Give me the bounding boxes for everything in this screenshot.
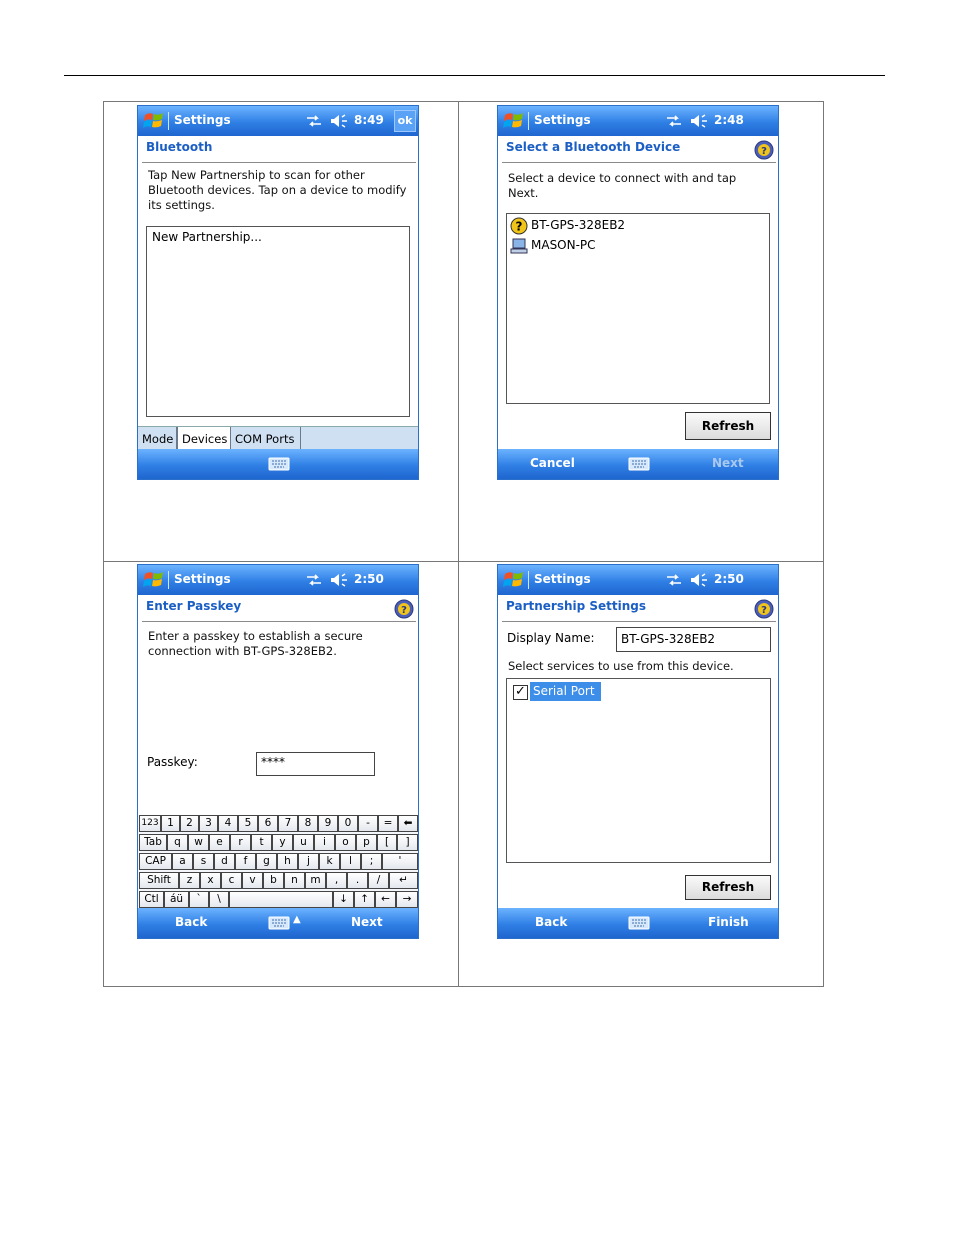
back-softkey[interactable]: Back: [175, 915, 208, 929]
services-instructions: Select services to use from this device.: [508, 659, 734, 673]
passkey-label: Passkey:: [147, 755, 198, 769]
key-p[interactable]: p: [356, 834, 377, 851]
arrow-right-key[interactable]: →: [396, 891, 418, 908]
clock-time[interactable]: 2:48: [714, 113, 744, 127]
title-text: Settings: [174, 113, 231, 127]
instructions-text: Select a device to connect with and tap Next.: [508, 171, 737, 200]
key-z[interactable]: z: [179, 872, 200, 889]
key-123[interactable]: 123: [139, 815, 161, 832]
heading-divider: [502, 621, 776, 622]
partnership-list[interactable]: [146, 226, 410, 417]
select-device-screen: [497, 105, 779, 480]
ok-button[interactable]: ok: [394, 110, 416, 132]
key-comma[interactable]: ,: [326, 872, 347, 889]
grid-horizontal-divider: [103, 561, 824, 562]
instructions-text: Enter a passkey to establish a secure connection with BT-GPS-328EB2.: [148, 629, 363, 658]
ctrl-key[interactable]: Ctl: [139, 891, 164, 908]
key-r[interactable]: r: [230, 834, 251, 851]
key-right-bracket[interactable]: ]: [397, 834, 418, 851]
key-2[interactable]: 2: [180, 815, 199, 832]
key-n[interactable]: n: [284, 872, 305, 889]
space-key[interactable]: [229, 891, 333, 908]
key-backtick[interactable]: `: [189, 891, 209, 908]
connectivity-icon[interactable]: [666, 573, 682, 587]
key-w[interactable]: w: [188, 834, 209, 851]
connectivity-icon[interactable]: [306, 573, 322, 587]
keyboard-icon[interactable]: [268, 916, 290, 930]
tab-mode[interactable]: Mode: [138, 427, 177, 451]
key-apostrophe[interactable]: ': [382, 853, 418, 870]
input-panel-arrow-icon[interactable]: ▲: [293, 914, 301, 925]
key-equals[interactable]: =: [378, 815, 398, 832]
shift-key[interactable]: Shift: [139, 872, 179, 889]
softkey-bar: [498, 449, 778, 479]
title-text: Settings: [174, 572, 231, 586]
heading-divider: [142, 162, 416, 163]
title-text: Settings: [534, 572, 591, 586]
key-9[interactable]: 9: [318, 815, 338, 832]
key-x[interactable]: x: [200, 872, 221, 889]
key-o[interactable]: o: [335, 834, 356, 851]
heading-divider: [502, 162, 776, 163]
key-q[interactable]: q: [167, 834, 188, 851]
enter-key[interactable]: ↵: [389, 872, 418, 889]
title-bar: [498, 565, 778, 595]
title-bar: [498, 106, 778, 136]
next-softkey[interactable]: Next: [351, 915, 383, 929]
key-6[interactable]: 6: [258, 815, 278, 832]
tab-com-ports[interactable]: COM Ports: [231, 427, 301, 451]
windows-logo-icon[interactable]: [503, 570, 525, 590]
backspace-key[interactable]: ⬅: [398, 815, 418, 832]
keyboard-icon[interactable]: [268, 457, 290, 471]
refresh-button[interactable]: Refresh: [685, 875, 771, 900]
windows-logo-icon[interactable]: [503, 111, 525, 131]
key-s[interactable]: s: [193, 853, 214, 870]
serial-port-checkbox[interactable]: ✓: [513, 685, 528, 700]
key-u[interactable]: u: [293, 834, 314, 851]
key-c[interactable]: c: [221, 872, 242, 889]
arrow-down-key[interactable]: ↓: [333, 891, 354, 908]
back-softkey[interactable]: Back: [535, 915, 568, 929]
page-heading: Bluetooth: [146, 140, 213, 154]
key-minus[interactable]: -: [358, 815, 378, 832]
page-top-rule: [64, 75, 885, 76]
partnership-settings-screen: [497, 564, 779, 939]
bluetooth-settings-screen: [137, 105, 419, 480]
keyboard-icon[interactable]: [628, 916, 650, 930]
keyboard-icon[interactable]: [628, 457, 650, 471]
device-name: BT-GPS-328EB2: [531, 218, 626, 232]
key-t[interactable]: t: [251, 834, 272, 851]
speaker-icon[interactable]: [690, 114, 708, 128]
help-icon[interactable]: [754, 140, 774, 160]
softkey-bar: [138, 449, 418, 479]
key-h[interactable]: h: [277, 853, 298, 870]
service-item-serial-port[interactable]: Serial Port: [530, 682, 601, 701]
display-name-field[interactable]: BT-GPS-328EB2: [616, 627, 771, 652]
page-heading: Partnership Settings: [506, 599, 647, 613]
key-8[interactable]: 8: [298, 815, 318, 832]
key-5[interactable]: 5: [238, 815, 258, 832]
soft-keyboard: [138, 815, 418, 909]
heading-divider: [142, 621, 416, 622]
key-semicolon[interactable]: ;: [361, 853, 382, 870]
key-period[interactable]: .: [347, 872, 368, 889]
cancel-softkey[interactable]: Cancel: [530, 456, 575, 470]
softkey-bar: [498, 908, 778, 938]
page-heading: Enter Passkey: [146, 599, 242, 613]
international-key[interactable]: áü: [164, 891, 189, 908]
grid-vertical-divider: [458, 101, 459, 987]
computer-icon: [510, 237, 528, 255]
key-l[interactable]: l: [340, 853, 361, 870]
key-4[interactable]: 4: [218, 815, 238, 832]
arrow-left-key[interactable]: ←: [375, 891, 396, 908]
windows-logo-icon[interactable]: [143, 570, 165, 590]
key-3[interactable]: 3: [199, 815, 218, 832]
windows-logo-icon[interactable]: [143, 111, 165, 131]
key-m[interactable]: m: [305, 872, 326, 889]
title-bar: [138, 106, 418, 136]
key-j[interactable]: j: [298, 853, 319, 870]
refresh-button[interactable]: Refresh: [685, 412, 771, 440]
passkey-field[interactable]: ****: [256, 752, 375, 776]
key-backslash[interactable]: \: [209, 891, 229, 908]
key-left-bracket[interactable]: [: [377, 834, 397, 851]
connectivity-icon[interactable]: [666, 114, 682, 128]
key-g[interactable]: g: [256, 853, 277, 870]
device-name: MASON-PC: [531, 238, 596, 252]
connectivity-icon[interactable]: [306, 114, 322, 128]
help-icon[interactable]: [394, 599, 414, 619]
title-text: Settings: [534, 113, 591, 127]
instructions-text: Tap New Partnership to scan for other Bluetooth devices. Tap on a device to modify its settings.: [148, 168, 407, 212]
key-k[interactable]: k: [319, 853, 340, 870]
key-v[interactable]: v: [242, 872, 263, 889]
caps-lock-key[interactable]: CAP: [139, 853, 172, 870]
services-list[interactable]: [506, 678, 771, 863]
next-softkey[interactable]: Next: [712, 456, 744, 470]
clock-time[interactable]: 2:50: [714, 572, 744, 586]
unknown-device-icon: [510, 217, 528, 235]
speaker-icon[interactable]: [330, 573, 348, 587]
arrow-up-key[interactable]: ↑: [354, 891, 375, 908]
device-item[interactable]: [510, 217, 760, 235]
key-a[interactable]: a: [172, 853, 193, 870]
device-item[interactable]: [510, 237, 760, 255]
speaker-icon[interactable]: [690, 573, 708, 587]
svg-text:?: ?: [515, 219, 523, 234]
key-f[interactable]: f: [235, 853, 256, 870]
key-0[interactable]: 0: [338, 815, 358, 832]
clock-time[interactable]: 8:49: [354, 113, 384, 127]
title-bar: [138, 565, 418, 595]
page-heading: Select a Bluetooth Device: [506, 140, 681, 154]
new-partnership-item[interactable]: New Partnership...: [152, 230, 262, 244]
key-y[interactable]: y: [272, 834, 293, 851]
key-7[interactable]: 7: [278, 815, 298, 832]
finish-softkey[interactable]: Finish: [708, 915, 749, 929]
key-slash[interactable]: /: [368, 872, 389, 889]
key-b[interactable]: b: [263, 872, 284, 889]
key-d[interactable]: d: [214, 853, 235, 870]
key-e[interactable]: e: [209, 834, 230, 851]
clock-time[interactable]: 2:50: [354, 572, 384, 586]
key-i[interactable]: i: [314, 834, 335, 851]
tab-key[interactable]: Tab: [139, 834, 167, 851]
enter-passkey-screen: [137, 564, 419, 939]
key-1[interactable]: 1: [161, 815, 180, 832]
tab-devices[interactable]: Devices: [177, 427, 231, 451]
softkey-bar: [138, 908, 418, 938]
help-icon[interactable]: [754, 599, 774, 619]
device-list[interactable]: [506, 213, 770, 404]
speaker-icon[interactable]: [330, 114, 348, 128]
display-name-label: Display Name:: [507, 631, 595, 645]
